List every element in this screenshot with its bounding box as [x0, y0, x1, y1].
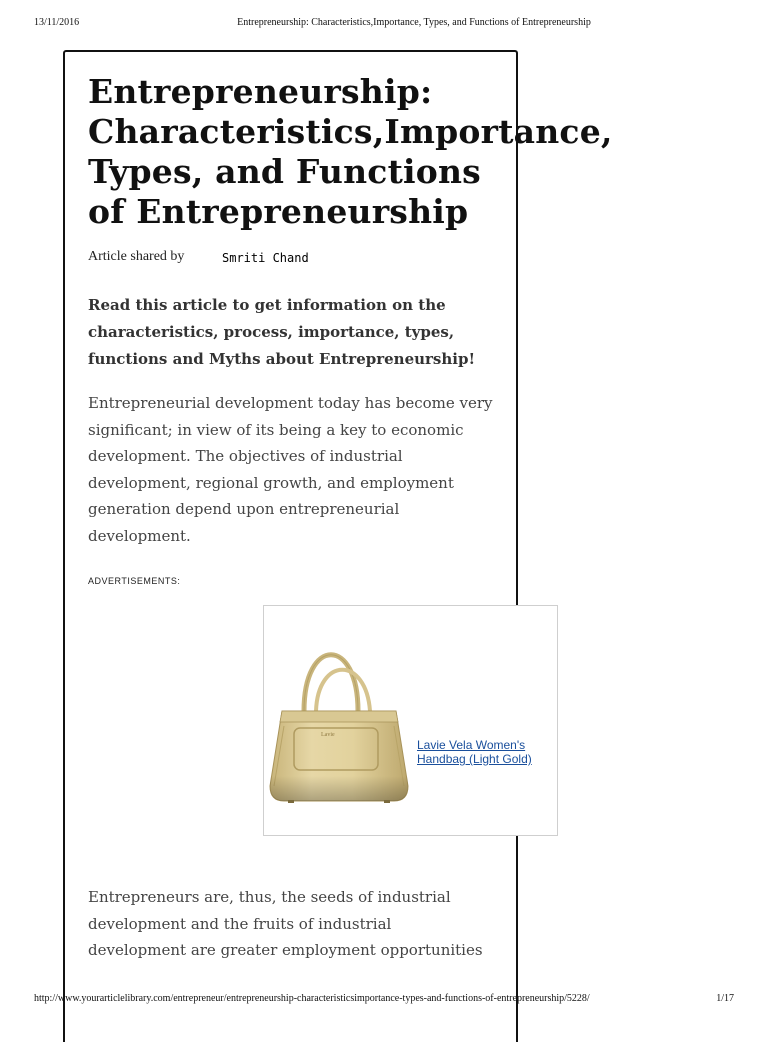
handbag-image[interactable] [266, 636, 416, 816]
article-title-line: Characteristics,Importance, [88, 112, 613, 151]
article-title-line: Entrepreneurship: [88, 72, 433, 111]
byline [88, 249, 309, 265]
advertisements-label: ADVERTISEMENTS: [88, 576, 181, 586]
article-title [88, 72, 648, 232]
svg-text:Lavie: Lavie [321, 732, 335, 738]
print-header-date: 13/11/2016 [34, 17, 80, 28]
author-name[interactable]: Smriti Chand [222, 251, 309, 265]
article-title-line: of Entrepreneurship [88, 192, 469, 231]
ad-product-link[interactable]: Lavie Vela Women's Handbag (Light Gold) [417, 738, 532, 766]
print-footer-url: http://www.yourarticlelibrary.com/entrepreneur/entrepreneurship-characteristicsimportance-types-and-functions-of-entrepreneurship/5228/ [34, 993, 590, 1004]
ad-box[interactable] [263, 605, 558, 836]
print-footer-page-number: 1/17 [716, 993, 734, 1004]
body-paragraph: Entrepreneurial development today has become very significant; in view of its being a key to economic development. The objectives of industrial development, regional growth, and employment generation depend upon entrepreneurial development. [88, 394, 493, 545]
byline-prefix: Article shared by [88, 249, 185, 264]
print-header-title: Entrepreneurship: Characteristics,Importance, Types, and Functions of Entrepreneurship [237, 17, 591, 28]
article-lead: Read this article to get information on the characteristics, process, importance, types, functions and Myths about Entrepreneurship! [88, 296, 476, 368]
article-title-line: Types, and Functions [88, 152, 481, 191]
body-paragraph: Entrepreneurs are, thus, the seeds of industrial development and the fruits of industrial development are greater employment opportunities [88, 888, 483, 959]
